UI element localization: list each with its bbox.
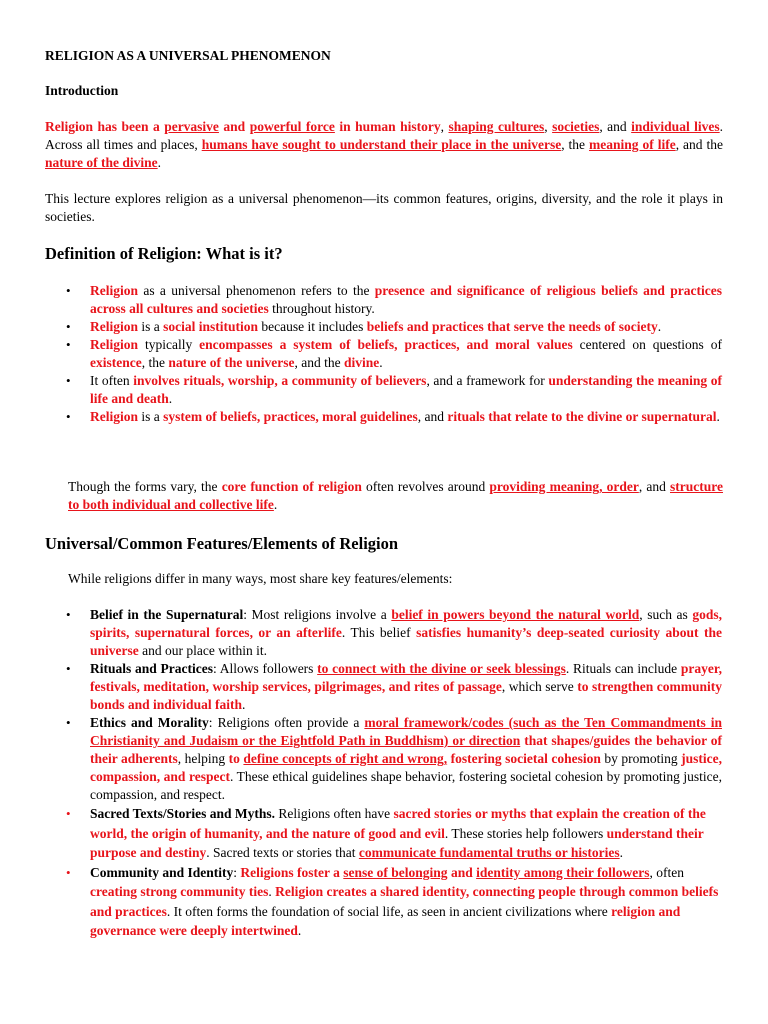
def-text: Religion xyxy=(90,283,139,298)
def-text: understanding the meaning of life and death xyxy=(90,373,722,406)
definition-list xyxy=(66,282,722,426)
def-text: system of beliefs, practices, moral guidelines xyxy=(163,409,418,424)
feature-text: religion and governance were deeply intertwined xyxy=(90,903,681,938)
summary-text: . xyxy=(273,497,278,512)
list-item xyxy=(66,804,722,863)
feature-text: : Allows followers xyxy=(212,661,318,676)
feature-text: : Religions often provide a xyxy=(208,715,365,730)
feature-text: by promoting xyxy=(600,751,682,766)
feature-text: gods, spirits, supernatural forces, or an afterlife xyxy=(90,607,722,640)
document-title: RELIGION AS A UNIVERSAL PHENOMENON xyxy=(45,48,331,63)
intro-paragraph-1 xyxy=(45,118,723,172)
feature-text: , which serve xyxy=(501,679,578,694)
feature-name: Sacred Texts/Stories and Myths. xyxy=(90,806,276,821)
feature-text: sense of belonging xyxy=(343,864,448,880)
feature-text: . It often forms the foundation of social life, as seen in ancient civilizations where xyxy=(166,903,612,919)
summary-text: , and xyxy=(638,479,670,494)
feature-text: justice, compassion, and respect xyxy=(90,751,723,784)
feature-text: moral framework/codes (such as the Ten Commandments in Christianity and Judaism or the Eightfold Path in Buddhism) or direction xyxy=(90,715,722,748)
list-item xyxy=(66,863,722,941)
def-text: throughout history. xyxy=(268,301,375,316)
def-text: divine xyxy=(343,355,380,370)
feature-text: define concepts of right and wrong, xyxy=(243,751,448,766)
bullet-icon: • xyxy=(66,607,71,622)
intro-text: . xyxy=(157,155,162,170)
features-list xyxy=(66,606,723,941)
list-item xyxy=(66,660,722,714)
def-text: beliefs and practices that serve the needs of society xyxy=(366,319,658,334)
intro-text: , and the xyxy=(675,137,723,152)
feature-text: . xyxy=(241,697,246,712)
intro-nature-of-divine: nature of the divine xyxy=(45,155,158,170)
summary-text: often revolves around xyxy=(361,479,490,494)
feature-text: . This belief xyxy=(341,625,417,640)
def-text: is a xyxy=(138,319,164,334)
def-text: nature of the universe xyxy=(168,355,295,370)
feature-text: : xyxy=(233,864,241,880)
def-text: as a universal phenomenon refers to the xyxy=(138,283,375,298)
bullet-icon: • xyxy=(66,337,71,352)
feature-text: , such as xyxy=(639,607,693,622)
feature-text: identity among their followers xyxy=(476,864,650,880)
def-text: . xyxy=(168,391,173,406)
bullet-icon: • xyxy=(66,661,71,676)
feature-text: , helping xyxy=(177,751,229,766)
def-text: , and a framework for xyxy=(426,373,549,388)
feature-text: satisfies humanity’s deep-seated curiosity about the universe xyxy=(90,625,723,658)
def-text: typically xyxy=(138,337,200,352)
list-item xyxy=(66,714,723,804)
def-text: , and the xyxy=(294,355,344,370)
intro-text: and xyxy=(223,119,246,134)
def-text: . xyxy=(379,355,383,370)
def-text: It often xyxy=(90,373,134,388)
feature-text: belief in powers beyond the natural world xyxy=(391,607,640,622)
summary-text: providing meaning, order xyxy=(489,479,639,494)
intro-heading: Introduction xyxy=(45,83,119,98)
feature-text: understand their purpose and destiny xyxy=(90,825,704,860)
feature-text: fostering societal cohesion xyxy=(450,751,601,766)
feature-name: Ethics and Morality xyxy=(90,715,209,730)
feature-name: Community and Identity xyxy=(90,864,234,880)
bullet-icon: • xyxy=(66,864,71,880)
intro-text: Religion has been a xyxy=(45,119,160,134)
bullet-icon: • xyxy=(66,409,71,424)
feature-text: Religion creates a shared identity, connecting people through common beliefs and practices xyxy=(90,884,719,919)
intro-meaning-of-life: meaning of life xyxy=(589,137,676,152)
intro-text: . Across all times and places, xyxy=(45,119,724,152)
feature-text: . xyxy=(268,884,276,899)
feature-text: communicate fundamental truths or histories xyxy=(358,845,620,860)
feature-text: that shapes/guides the behavior of their adherents xyxy=(90,733,723,766)
list-item xyxy=(66,318,722,336)
list-item xyxy=(66,282,722,318)
feature-text: . xyxy=(619,845,624,860)
intro-individual-lives: individual lives xyxy=(631,119,720,134)
feature-text: to xyxy=(228,751,240,766)
list-item xyxy=(66,606,723,660)
def-text: . xyxy=(716,409,720,424)
def-text: . xyxy=(657,319,662,334)
intro-text: , and xyxy=(599,119,627,134)
feature-text: to connect with the divine or seek blessings xyxy=(317,661,566,676)
def-text: centered on questions of xyxy=(572,337,722,352)
intro-text: , xyxy=(440,119,449,134)
section-heading-features: Universal/Common Features/Elements of Religion xyxy=(45,534,399,553)
def-text: , the xyxy=(141,355,169,370)
def-text: because it includes xyxy=(258,319,367,334)
bullet-icon: • xyxy=(66,373,71,388)
feature-text: . xyxy=(297,923,302,938)
list-item xyxy=(66,336,722,372)
definition-summary xyxy=(68,478,723,514)
intro-powerful-force: powerful force xyxy=(249,119,335,134)
intro-shaping-cultures: shaping cultures xyxy=(448,119,545,134)
feature-text: and our place within it. xyxy=(138,643,267,658)
feature-text: Religions often have xyxy=(275,806,394,821)
def-text: Religion xyxy=(90,337,139,352)
feature-name: Rituals and Practices xyxy=(90,661,213,676)
feature-text: prayer, festivals, meditation, worship services, pilgrimages, and rites of passage xyxy=(90,661,722,694)
feature-text: creating strong community ties xyxy=(90,884,269,899)
def-text: presence and significance of religious beliefs and practices across all cultures and societies xyxy=(90,283,722,316)
intro-text: , xyxy=(544,119,553,134)
bullet-icon: • xyxy=(66,319,71,334)
intro-text: in human history xyxy=(339,119,441,134)
feature-text: . Rituals can include xyxy=(565,661,681,676)
intro-humans-sought: humans have sought to understand their place in the universe xyxy=(201,137,562,152)
feature-text: , often xyxy=(649,864,684,880)
feature-text: to strengthen community bonds and individual faith xyxy=(90,679,722,712)
summary-text: Though the forms vary, the xyxy=(68,479,222,494)
summary-text: structure to both individual and collective life xyxy=(68,479,723,512)
section-heading-definition: Definition of Religion: What is it? xyxy=(45,244,283,263)
feature-text: sacred stories or myths that explain the creation of the world, the origin of humanity, and the nature of good and evil xyxy=(90,806,706,841)
def-text: is a xyxy=(138,409,164,424)
list-item xyxy=(66,372,722,408)
feature-text: : Most religions involve a xyxy=(243,607,392,622)
feature-name: Belief in the Supernatural xyxy=(90,607,244,622)
intro-link-pervasive: pervasive xyxy=(164,119,219,134)
intro-societies: societies xyxy=(552,119,600,134)
feature-text: and xyxy=(447,864,477,880)
feature-text: . These ethical guidelines shape behavior, fostering societal cohesion by promoting justice, compassion, and respect. xyxy=(90,769,722,802)
list-item xyxy=(66,408,722,426)
feature-text: . Sacred texts or stories that xyxy=(206,845,359,860)
def-text: encompasses a system of beliefs, practices, and moral values xyxy=(199,337,573,352)
def-text: Religion xyxy=(90,409,139,424)
feature-text: Religions foster a xyxy=(240,864,344,880)
feature-text: . These stories help followers xyxy=(444,825,607,841)
def-text: involves rituals, worship, a community of believers xyxy=(133,373,427,388)
bullet-icon: • xyxy=(66,715,71,730)
def-text: , and xyxy=(417,409,448,424)
features-intro: While religions differ in many ways, most share key features/elements: xyxy=(68,571,453,586)
bullet-icon: • xyxy=(66,806,71,821)
summary-text: core function of religion xyxy=(221,479,362,494)
def-text: social institution xyxy=(163,319,259,334)
def-text: existence xyxy=(90,355,142,370)
intro-text: , the xyxy=(561,137,586,152)
intro-paragraph-2: This lecture explores religion as a universal phenomenon—its common features, origins, diversity, and the role it plays in societies. xyxy=(45,191,723,224)
def-text: Religion xyxy=(90,319,139,334)
def-text: rituals that relate to the divine or supernatural xyxy=(447,409,717,424)
bullet-icon: • xyxy=(66,283,71,298)
